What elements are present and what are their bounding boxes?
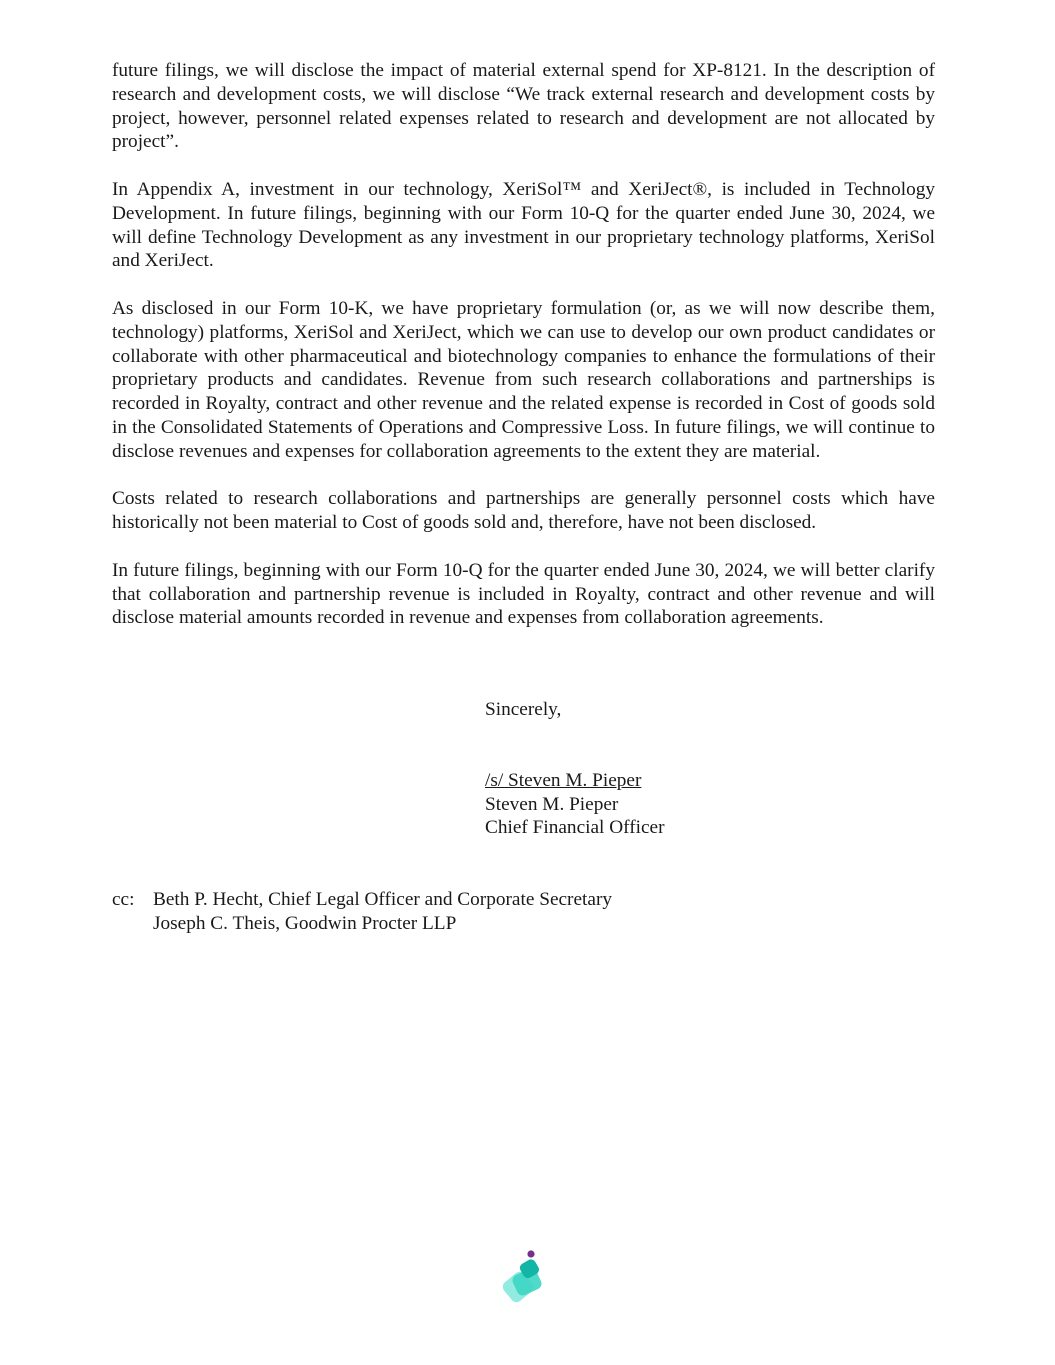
signature-block	[485, 698, 665, 840]
cc-label: cc:	[112, 889, 135, 910]
signer-name: Steven M. Pieper	[485, 793, 619, 815]
paragraph-collaboration-costs: Costs related to research collaborations and partnerships are generally personnel costs which have historically not been material to Cost of goods sold and, therefore, have not been disclosed.	[112, 488, 935, 534]
paragraph-rd-costs: future filings, we will disclose the impact of material external spend for XP-8121. In the description of research and development costs, we will disclose “We track external research and development costs by project, however, personnel related expenses related to research and development are not allocated by project”.	[112, 60, 935, 153]
logo-dot	[527, 1250, 534, 1257]
letter-body	[112, 59, 935, 654]
cc-recipient: Joseph C. Theis, Goodwin Procter LLP	[153, 912, 457, 934]
paragraph-collaboration-revenue: As disclosed in our Form 10-K, we have proprietary formulation (or, as we will now describe them, technology) platforms, XeriSol and XeriJect, which we can use to develop our own product candidates or collaborate with other pharmaceutical and biotechnology companies to enhance the formulations of their proprietary products and candidates. Revenue from such research collaborations and partnerships is recorded in Royalty, contract and other revenue and the related expense is recorded in Cost of goods sold in the Consolidated Statements of Operations and Compressive Loss. In future filings, we will continue to disclose revenues and expenses for collaboration agreements to the extent they are material.	[112, 297, 935, 462]
paragraph-future-filings: In future filings, beginning with our Form 10-Q for the quarter ended June 30, 2024, we will better clarify that collaboration and partnership revenue is included in Royalty, contract and other revenue and will disclose material amounts recorded in revenue and expenses from collaboration agreements.	[112, 559, 935, 629]
paragraph-technology-development: In Appendix A, investment in our technology, XeriSol™ and XeriJect®, is included in Technology Development. In future filings, beginning with our Form 10-Q for the quarter ended June 30, 2024, we will define Technology Development as any investment in our proprietary technology platforms, XeriSol and XeriJect.	[112, 178, 935, 272]
company-logo-icon	[498, 1248, 550, 1306]
closing: Sincerely,	[485, 699, 562, 720]
cc-block	[112, 888, 612, 936]
cc-recipient: Beth P. Hecht, Chief Legal Officer and Corporate Secretary	[153, 889, 613, 910]
signer-title: Chief Financial Officer	[485, 817, 665, 839]
electronic-signature: /s/ Steven M. Pieper	[485, 769, 642, 791]
